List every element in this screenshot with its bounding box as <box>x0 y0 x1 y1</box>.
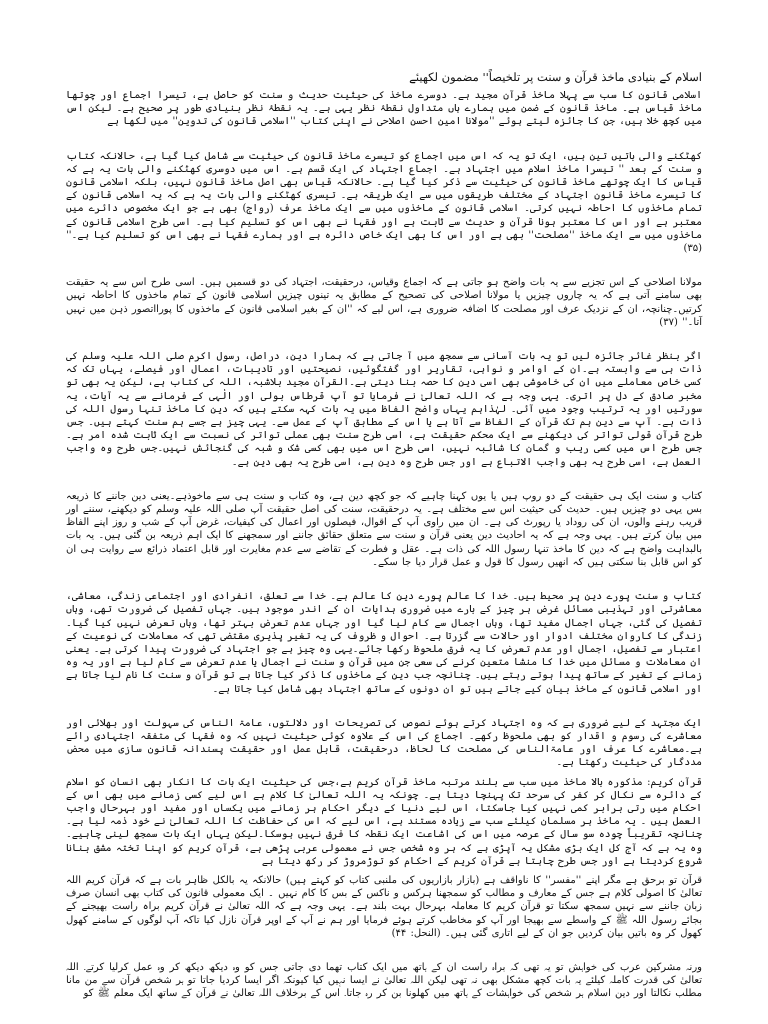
paragraph-prophet: اگر بنظر غائر جائزہ لیں تو یہ بات آسانی سے سمجھ میں آ جاتی ہے کہ ہمارا دین، دراصل، رسول اکرم صلی اللہ علیہ وسلم کی ذات ہی سے وابستہ ہے۔ان کے اوامر و نواہی، تقاریر اور گفتگوئیں، نصیحتیں اور تادیبات، اعمال اور فیصلے، یہاں تک کہ کسی خاص معاملے میں ان کی خاموشی بھی اسی دین کا حصہ بنا دیتی ہے۔القرآن مجید بلاشبہ، اللہ کی کتاب ہے، لیکن یہ بھی تو مخبر صادق کے دل پر اتری۔ یہی وجہ ہے کہ اللہ تعالیٰ نے فرمایا تو آپ قرطاس بولی اور الٰہی کے فرمانے سے یہ آیات، یہ سورتیں اور یہ ترتیب وجود میں آئی۔ لہٰذاہم یہاں واضح الفاظ میں یہ بات کہہ سکتے ہیں کہ دین کا ماخذ تنہا رسول اللہ کی ذات ہے۔ آپ سے دین ہم تک قرآن کے الفاظ سے آتا ہے یا اس کے مطابق آپ کے عمل سے۔ یہی چیز ہے جسے ہم سنت کہتے ہیں۔ جس طرح قرآن قولی تواتر کی دیکھنے سے ایک محکم حقیقت ہے، اسی طرح سنت بھی عملی تواتر کی نسبت سے ایک ثابت شدہ امر ہے۔ جس طرح اس میں کسی ریب و گمان کا شائبہ نہیں، اسی طرح اس میں بھی کسی شک و شبہ کی گنجائش نہیں۔جس طرح وہ واجب العمل ہے، اسی طرح یہ بھی واجب الاتباع ہے اور جس طرح وہ دین ہے، اسی طرح یہ بھی دین ہے۔ <box>66 351 702 468</box>
paragraph-intro: اسلامی قانون کا سب سے پہلا ماخذ قرآن مجید ہے۔ دوسرے ماخذ کی حیثیت حدیث و سنت کو حاصل ہے، تیسرا اجماع اور چوتھا ماخذ قیاس ہے۔ ماخذ قانون کے ضمن میں ہمارے ہاں متداول نقطۂ نظر یہی ہے۔ یہ نقطۂ نظر بنیادی طور پر صحیح ہے۔ لیکن اس میں کچھ خلا ہیں، جن کا جائزہ لیتے ہوئے ''مولانا امین احسن اصلاحی نے اپنی کتاب ''اسلامی قانون کی تدوین'' میں لکھا ہے <box>66 90 702 128</box>
paragraph-kitab-sunnat: کتاب و سنت ایک ہی حقیقت کے دو روپ ہیں یا یوں کہنا چاہیے کہ جو کچھ دین ہے، وہ کتاب و سنت ہی سے ماخوذہے۔یعنی دین جاننے کا ذریعہ بس یہی دو چیزیں ہیں۔ حدیث کی حیثیت اس سے مختلف ہے۔ یہ درحقیقت، سنت کی اصل حقیقت آپ صلی اللہ علیہ وسلم کو دیکھنے، سننے اور قریب رہنے والوں، ان کی روداد یا رپورٹ کی ہے۔ ان میں راوی آپ کے اقوال، فیصلوں اور اعمال کی کیفیات، غرض آپ کے شب و روز اپنے الفاظ میں بیان کرتے ہیں۔ یہی وجہ ہے کہ یہ احادیث دین یعنی قرآن و سنت سے متعلق حقائق جاننے اور سمجھنے کا ایک اہم ذریعہ بن گئی ہیں۔ یہ بات بالبداہت واضح ہے کہ دین کا ماخذ تنہا رسول اللہ کی ذات ہے۔ عقل و فطرت کے تقاضے سے عدم مغایرت اور قابل اعتماد ذرائع سے روایت ہی ان کو اس قابل بنا سکتی ہیں کہ انھیں رسول کا قول و عمل قرار دیا جا سکے۔ <box>66 490 702 568</box>
paragraph-mujtahid: ایک مجتہد کے لیے ضروری ہے کہ وہ اجتہاد کرتے ہوئے نصوص کی تصریحات اور دلالتوں، عامۃ الناس کی سہولت اور بھلائی اور معاشرے کی رسوم و اقدار کو بھی ملحوظ رکھے۔ اجماع کی اس کے علاوہ کوئی حیثیت نہیں کہ وہ فقہا کی متفقہ اجتہادی رائے ہے۔معاشرے کا عرف اور عامۃالناس کی مصلحت کا لحاظ، درحقیقت، قابل عمل اور حقیقت پسندانہ قانون سازی میں محض مددگار کی حیثیت رکھتا ہے۔ <box>66 717 702 769</box>
page-title: اسلام کے بنیادی ماخذ قرآن و سنت پر تلخیصاً'' مضمون لکھیئے <box>409 70 702 84</box>
paragraph-quote-islahi: کھٹکنے والی باتیں تین ہیں، ایک تو یہ کہ اس میں اجماع کو تیسرے ماخذ قانون کی حیثیت سے شامل کیا گیا ہے، حالانکہ کتاب و سنت کے بعد '' تیسرا ماخذ اسلام میں اجتہاد ہے۔ اجماع اجتہاد کی ایک قسم ہے۔ اس میں دوسری کھٹکنے والی بات یہ ہے کہ قیاس کا ایک چوتھے ماخذ قانون کی حیثیت سے ذکر کیا گیا ہے۔ حالانکہ قیاس بھی اصل ماخذ قانون نہیں، بلکہ اسلامی قانون کا تیسرے ماخذ قانون اجتہاد کے مختلف طریقوں میں سے ایک طریقہ ہے۔ تیسری کھٹکنے والی بات یہ ہے کہ یہ اسلامی قانون کے تمام ماخذوں کا احاطہ نہیں کرتی۔ اسلامی قانون کے ماخذوں میں سے ایک ماخذ عرف (رواج) بھی ہے جو ایک مخصوص دائرے میں معتبر ہے اور اس کا معتبر ہونا قرآن و حدیث سے ثابت ہے اور فقہا نے بھی اس کو تسلیم کیا ہے۔ اسی طرح اسلامی قانون کے ماخذوں میں سے ایک ماخذ ''مصلحت'' بھی ہے اور اس کا بھی ایک خاص دائرہ ہے اور ہمارے فقہا نے بھی اس کو تسلیم کیا ہے۔'' (۳۵) <box>66 150 702 255</box>
paragraph-ijtihad: کتاب و سنت پورے دین پر محیط ہیں۔ خدا کا عالم پورے دین کا عالم ہے۔ خدا سے تعلق، انفرادی اور اجتماعی زندگی، معاشی، معاشرتی اور تہذیبی مسائل غرض ہر چیز کے بارے میں ضروری ہدایات ان کے اندر موجود ہیں۔ جہاں تفصیل کی ضرورت تھی، وہاں تفصیل کی گئی، جہاں اجمال مفید تھا، وہاں اجمال سے کام لیا گیا اور جہاں عدم تعرض بہتر تھا، وہاں تعرض نہیں کیا گیا۔ زندگی کا کاروان مختلف ادوار اور حالات سے گزرتا ہے۔ احوال و ظروف کی یہ تغیر پذیری مقتضی تھی کہ معاملات کی نوعیت کے اعتبار سے تفصیل، اجمال اور عدم تعرض کا یہ فرق ملحوظ رکھا جائے۔یہی وہ چیز ہے جو اجتہاد کی ضرورت پیدا کرتی ہے۔ یعنی ان معاملات و مسائل میں خدا کا منشا متعین کرنے کی سعی جن میں قرآن و سنت نے اجمال یا عدم تعرض سے کام لیا ہے اور یہ وہ زمانے کے تغیر کے ساتھ پیدا ہوتے رہتے ہیں۔ چنانچہ جب دین کے ماخذوں کا ذکر کیا جاتا ہے تو قرآن و سنت کا نام لیا جاتا ہے اور اسلامی قانون کے ماخذ بیان کیے جاتے ہیں تو ان دونوں کے ساتھ اجتہاد بھی شامل کیا جاتا ہے۔ <box>66 591 702 695</box>
paragraph-mushrikeen: ورنہ مشرکین عرب کی خواہش تو یہ تھی کہ براہ راست ان کے ہاتھ میں ایک کتاب تھما دی جاتی جس کو وہ دیکھ دیکھ کر وہ عمل کرلیا کرتے۔ اللہ تعالیٰ کی قدرت کاملہ کیلئے یہ بات کچھ مشکل بھی نہ تھی لیکن اللہ تعالیٰ نے ایسا نہیں کیا کیونکہ اگر ایسا کردیا جاتا تو ہر شخص قرآن سے من مانا مطلب نکالتا اور دین اسلام ہر شخص کی خواہشات کے ہاتھ میں کھلونا بن کر رہ جاتا۔ اس کے برخلاف اللہ تعالیٰ نے قرآن کے ساتھ ایک معلم ﷺ کو <box>66 961 702 1000</box>
paragraph-quran-tafsir: قرآن تو برحق ہے مگر اپنے ''مفسر'' کا ناواقف ہے (بازار بازاریوں کی ملنبی کتاب کو کہتے ہیں) حالانکہ یہ بالکل ظاہر بات ہے کہ قرآن کریم اللہ تعالیٰ کا اصولی کلام ہے جس کے معارف و مطالب کو سمجھنا ہرکس و ناکس کے بس کا کام نہیں ۔ ایک معمولی قانون کی کتاب بھی انسان صرف زبان جاننے سے نہیں سمجھ سکتا تو قرآن کریم کا معاملہ بہرحال بہت بلند ہے۔ یہی وجہ ہے کہ اللہ تعالیٰ نے قرآن کریم براہ راست بھیجنے کے بجائے رسول اللہ ﷺ کے واسطے سے بھیجا اور آپ کو مخاطب کرتے ہوئے فرمایا اور ہم نے آپ کے اوپر قرآن نازل کیا تاکہ آپ لوگوں کے سامنے کھول کھول کر وہ باتیں بیان کردیں جو ان کے لیے اتاری گئی ہیں۔ (النحل: ۴۴) <box>66 874 702 939</box>
paragraph-quran-karim: قرآن کریم: مذکورہ بالا ماخذ میں سب سے بلند مرتبہ ماخذ قرآن کریم ہے،جس کی حیثیت ایک بات کا انکار بھی انسان کو اسلام کے دائرہ سے نکال کر کفر کی سرحد تک پہنچا دیتا ہے۔ چونکہ یہ اللہ تعالیٰ کا کلام ہے اس لیے کسی زمانے میں بھی اس کے احکام میں رتی برابر کمی نہیں کیا جاسکتا، اس لیے دنیا کے دیگر احکام ہر زمانے میں یکساں اور مفید اور بہرحال واجب العمل ہیں ۔ یہ ماخذ ہر مسلمان کیلئے سب سے زیادہ مستند ہے، اس لیے کہ اس کی حفاظت کا اللہ تعالیٰ نے خود ذمہ لیا ہے۔ چنانچہ تقریباً چودہ سو سال کے عرصہ میں اس کی اشاعت ایک نقطہ کا فرق نہیں ہوسکا۔لیکن یہاں ایک بات سمجھ لینی چاہیے۔ وہ یہ ہے کہ آج کل ایک بڑی مشکل یہ آپڑی ہے کہ ہر وہ شخص جس نے معمولی عربی پڑھی ہے، قرآن کریم کو اپنا تختہ مشق بنانا شروع کردیتا ہے اور جس طرح چاہتا ہے قرآن کریم کے احکام کو توڑمروڑ کر رکھ دیتا ہے <box>66 776 702 867</box>
paragraph-analysis: مولانا اصلاحی کے اس تجزیے سے یہ بات واضح ہو جاتی ہے کہ اجماع وقیاس، درحقیقت، اجتہاد کی دو قسمیں ہیں۔ اسی طرح اس سے یہ حقیقت بھی سامنے آتی ہے کہ یہ چاروں چیزیں یا مولانا اصلاحی کی تصحیح کے مطابق یہ تینوں چیزیں اسلامی قانون کے تمام ماخذوں کا احاطہ نہیں کرتیں۔چنانچہ، ان کے نزدیک عرف اور مصلحت کا اضافہ ضروری ہے، اس لیے کہ ''ان کے بغیر اسلامی قانون کے ماخذوں کا پورااتصور ذہن میں نہیں آتا۔'' (۳۷) <box>66 277 702 328</box>
